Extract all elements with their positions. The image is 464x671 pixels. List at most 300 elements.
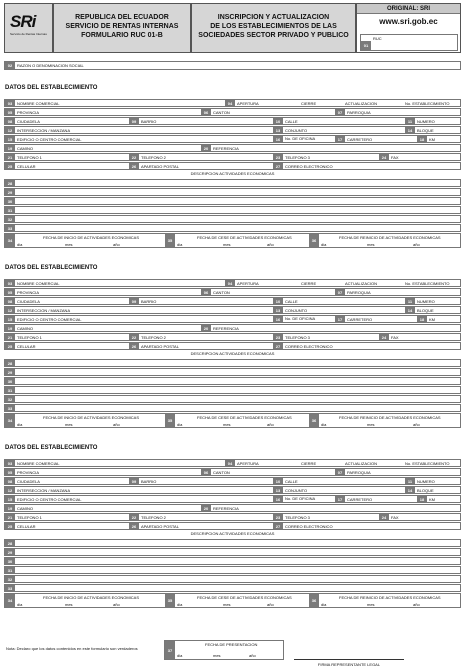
field-number: 26: [129, 343, 139, 349]
field-number: 13: [273, 127, 283, 133]
form-line3: SOCIEDADES SECTOR PRIVADO Y PUBLICO: [198, 32, 349, 39]
establishment-section: [4, 445, 461, 620]
field-number: 13: [273, 487, 283, 493]
fecha-inicio-label: FECHA DE INICIO DE ACTIVIDADES ECONOMICAS: [43, 595, 140, 600]
field-number: 02: [5, 62, 15, 69]
telefono-row[interactable]: [4, 153, 461, 161]
provincia-label: PROVINCIA: [17, 290, 40, 295]
razon-social-field[interactable]: [4, 61, 461, 70]
correo-label: CORREO ELECTRONICO: [285, 524, 333, 529]
field-number: 25: [5, 523, 15, 529]
field-number: 34: [5, 234, 15, 247]
field-number: 04: [225, 100, 235, 106]
mes-label: mes: [65, 602, 73, 607]
field-number: 09: [129, 478, 139, 484]
field-number: 10: [273, 298, 283, 304]
declaration-note: Nota: Declaro que los datos contenidos en este formulario son verdaderos: [6, 646, 138, 651]
field-number: 05: [5, 289, 15, 295]
field-number: 19: [5, 325, 15, 331]
cierre-label: CIERRE: [301, 461, 317, 466]
field-number: 11: [405, 118, 415, 124]
telefono3-label: TELEFONO 3: [285, 515, 310, 520]
telefono3-label: TELEFONO 3: [285, 155, 310, 160]
telefono-row[interactable]: [4, 333, 461, 341]
field-number: 24: [379, 334, 389, 340]
fax-label: FAX: [391, 155, 399, 160]
field-number: 14: [405, 487, 415, 493]
field-number: 15: [5, 496, 15, 502]
field-number: 08: [5, 118, 15, 124]
actividad-row[interactable]: [4, 368, 461, 376]
field-number: 11: [405, 478, 415, 484]
actividad-row[interactable]: [4, 575, 461, 583]
field-number: 20: [201, 505, 211, 511]
fecha-reinicio-label: FECHA DE REINICIO DE ACTIVIDADES ECONOMICAS: [339, 415, 441, 420]
ciudadela-label: CIUDADELA: [17, 299, 40, 304]
field-number: 22: [129, 514, 139, 520]
celular-row[interactable]: [4, 342, 461, 350]
fecha-presentacion-label: FECHA DE PRESENTACION: [205, 642, 258, 647]
razon-social-label: RAZON O DENOMINACION SOCIAL: [17, 63, 84, 68]
mes-label: mes: [65, 242, 73, 247]
barrio-label: BARRIO: [141, 119, 157, 124]
apertura-label: APERTURA: [237, 281, 259, 286]
carretero-label: CARRETERO: [347, 137, 373, 142]
actividad-row[interactable]: [4, 386, 461, 394]
conjunto-label: CONJUNTO: [285, 488, 308, 493]
camino-row[interactable]: [4, 144, 461, 152]
actividad-row[interactable]: [4, 566, 461, 574]
fecha-presentacion-box[interactable]: [164, 640, 284, 660]
camino-label: CAMINO: [17, 326, 33, 331]
telefono1-label: TELEFONO 1: [17, 515, 42, 520]
anio-label: año: [413, 602, 420, 607]
km-label: KM: [429, 137, 435, 142]
field-number: 04: [225, 460, 235, 466]
field-number: 03: [5, 460, 15, 466]
parroquia-label: PARROQUIA: [347, 290, 371, 295]
dia-label: dia: [177, 653, 183, 658]
field-number: 26: [129, 523, 139, 529]
interseccion-label: INTERSECCION / MANZANA: [17, 488, 71, 493]
nombre-comercial-label: NOMBRE COMERCIAL: [17, 101, 60, 106]
km-label: KM: [429, 317, 435, 322]
field-number: 21: [5, 514, 15, 520]
edificio-label: EDIFICIO O CENTRO COMERCIAL: [17, 497, 82, 502]
field-number: 07: [335, 289, 345, 295]
camino-row[interactable]: [4, 504, 461, 512]
dia-label: dia: [177, 422, 183, 427]
field-number: 12: [5, 127, 15, 133]
edificio-label: EDIFICIO O CENTRO COMERCIAL: [17, 317, 82, 322]
field-number: 10: [273, 118, 283, 124]
mes-label: mes: [367, 242, 375, 247]
ciudadela-row[interactable]: [4, 297, 461, 305]
apertura-label: APERTURA: [237, 461, 259, 466]
actualizacion-label: ACTUALIZACION: [345, 101, 378, 106]
interseccion-row[interactable]: [4, 306, 461, 314]
fecha-cese-label: FECHA DE CESE DE ACTIVIDADES ECONOMICAS: [197, 415, 292, 420]
field-number: 08: [5, 478, 15, 484]
section-title: DATOS DEL ESTABLECIMIENTO: [5, 85, 98, 91]
field-number: 05: [5, 469, 15, 475]
telefono1-label: TELEFONO 1: [17, 155, 42, 160]
field-number: 31: [5, 207, 15, 213]
calle-label: CALLE: [285, 479, 298, 484]
ciudadela-label: CIUDADELA: [17, 479, 40, 484]
field-number: 24: [379, 514, 389, 520]
section-title: DATOS DEL ESTABLECIMIENTO: [5, 445, 98, 451]
field-number: 18: [417, 496, 427, 502]
ruc-number: 01: [361, 41, 371, 50]
field-number: 16: [273, 316, 283, 322]
nombre-comercial-row[interactable]: [4, 99, 461, 107]
numero-label: NUMERO: [417, 119, 435, 124]
field-number: 20: [201, 325, 211, 331]
field-number: 03: [5, 100, 15, 106]
provincia-label: PROVINCIA: [17, 470, 40, 475]
dia-label: dia: [321, 422, 327, 427]
bloque-label: BLOQUE: [417, 128, 434, 133]
field-number: 21: [5, 334, 15, 340]
fechas-row[interactable]: [4, 413, 461, 428]
carretero-label: CARRETERO: [347, 497, 373, 502]
field-number: 17: [335, 136, 345, 142]
calle-label: CALLE: [285, 119, 298, 124]
actualizacion-label: ACTUALIZACION: [345, 461, 378, 466]
bloque-label: BLOQUE: [417, 488, 434, 493]
mes-label: mes: [65, 422, 73, 427]
logo-subtitle: Servicio de Rentas Internas: [10, 32, 47, 36]
field-number: 32: [5, 216, 15, 222]
dia-label: dia: [17, 602, 23, 607]
nombre-comercial-row[interactable]: [4, 279, 461, 287]
field-number: 09: [129, 298, 139, 304]
field-number: 07: [335, 109, 345, 115]
field-number: 37: [165, 641, 175, 659]
field-number: 23: [273, 334, 283, 340]
numero-label: NUMERO: [417, 299, 435, 304]
telefono3-label: TELEFONO 3: [285, 335, 310, 340]
anio-label: año: [267, 422, 274, 427]
field-number: 22: [129, 154, 139, 160]
edificio-row[interactable]: [4, 135, 461, 143]
field-number: 17: [335, 316, 345, 322]
field-number: 05: [5, 109, 15, 115]
fecha-inicio-label: FECHA DE INICIO DE ACTIVIDADES ECONOMICAS: [43, 415, 140, 420]
actividad-row[interactable]: [4, 179, 461, 187]
anio-label: año: [113, 242, 120, 247]
mes-label: mes: [223, 422, 231, 427]
anio-label: año: [413, 422, 420, 427]
actividad-row[interactable]: [4, 395, 461, 403]
header-logo: [4, 3, 53, 53]
field-number: 16: [273, 136, 283, 142]
field-number: 14: [405, 307, 415, 313]
field-number: 35: [165, 594, 175, 607]
website: www.sri.gob.ec: [379, 17, 438, 26]
field-number: 29: [5, 369, 15, 375]
apartado-label: APARTADO POSTAL: [141, 524, 179, 529]
field-number: 15: [5, 316, 15, 322]
field-number: 28: [5, 360, 15, 366]
referencia-label: REFERENCIA: [213, 146, 239, 151]
parroquia-label: PARROQUIA: [347, 470, 371, 475]
descripcion-header: [4, 351, 461, 358]
telefono2-label: TELEFONO 2: [141, 515, 166, 520]
fecha-cese-label: FECHA DE CESE DE ACTIVIDADES ECONOMICAS: [197, 595, 292, 600]
original-label: ORIGINAL: SRI: [357, 4, 460, 14]
field-number: 32: [5, 396, 15, 402]
field-number: 07: [335, 469, 345, 475]
fecha-inicio-label: FECHA DE INICIO DE ACTIVIDADES ECONOMICAS: [43, 235, 140, 240]
anio-label: año: [413, 242, 420, 247]
field-number: 18: [417, 316, 427, 322]
dia-label: dia: [177, 602, 183, 607]
interseccion-label: INTERSECCION / MANZANA: [17, 308, 71, 313]
field-number: 30: [5, 198, 15, 204]
field-number: 30: [5, 558, 15, 564]
anio-label: año: [267, 602, 274, 607]
field-number: 22: [129, 334, 139, 340]
apartado-label: APARTADO POSTAL: [141, 164, 179, 169]
entity-line1: REPUBLICA DEL ECUADOR: [75, 14, 169, 21]
correo-label: CORREO ELECTRONICO: [285, 344, 333, 349]
dia-label: dia: [321, 602, 327, 607]
field-number: 11: [405, 298, 415, 304]
celular-row[interactable]: [4, 522, 461, 530]
field-number: 23: [273, 154, 283, 160]
field-number: 33: [5, 405, 15, 411]
dia-label: dia: [17, 422, 23, 427]
field-number: 25: [5, 343, 15, 349]
celular-row[interactable]: [4, 162, 461, 170]
fecha-reinicio-label: FECHA DE REINICIO DE ACTIVIDADES ECONOMICAS: [339, 595, 441, 600]
mes-label: mes: [367, 602, 375, 607]
no-establecimiento-label: No. ESTABLECIMIENTO: [405, 281, 450, 286]
telefono2-label: TELEFONO 2: [141, 155, 166, 160]
field-number: 33: [5, 225, 15, 231]
barrio-label: BARRIO: [141, 479, 157, 484]
field-number: 27: [273, 523, 283, 529]
no-establecimiento-label: No. ESTABLECIMIENTO: [405, 461, 450, 466]
celular-label: CELULAR: [17, 344, 36, 349]
field-number: 09: [129, 118, 139, 124]
field-number: 33: [5, 585, 15, 591]
signature-line: [294, 659, 404, 660]
descripcion-label: DESCRIPCION ACTIVIDADES ECONOMICAS: [190, 531, 275, 536]
descripcion-header: [4, 171, 461, 178]
field-number: 31: [5, 567, 15, 573]
cierre-label: CIERRE: [301, 281, 317, 286]
field-number: 06: [201, 109, 211, 115]
field-number: 06: [201, 289, 211, 295]
entity-line2: SERVICIO DE RENTAS INTERNAS: [65, 23, 179, 30]
field-number: 27: [273, 343, 283, 349]
canton-label: CANTON: [213, 110, 230, 115]
dia-label: dia: [321, 242, 327, 247]
field-number: 03: [5, 280, 15, 286]
field-number: 27: [273, 163, 283, 169]
barrio-label: BARRIO: [141, 299, 157, 304]
provincia-row[interactable]: [4, 468, 461, 476]
form-page: [4, 3, 461, 667]
fechas-row[interactable]: [4, 233, 461, 248]
header-form-title: [191, 3, 356, 53]
canton-label: CANTON: [213, 470, 230, 475]
dia-label: dia: [177, 242, 183, 247]
ciudadela-row[interactable]: [4, 117, 461, 125]
sri-logo: [10, 12, 48, 42]
nombre-comercial-row[interactable]: [4, 459, 461, 467]
field-number: 10: [273, 478, 283, 484]
carretero-label: CARRETERO: [347, 317, 373, 322]
field-number: 12: [5, 307, 15, 313]
celular-label: CELULAR: [17, 524, 36, 529]
field-number: 21: [5, 154, 15, 160]
mes-label: mes: [223, 242, 231, 247]
interseccion-row[interactable]: [4, 486, 461, 494]
field-number: 17: [335, 496, 345, 502]
signature-label: FIRMA REPRESENTANTE LEGAL: [317, 662, 381, 667]
header-original: [356, 3, 461, 53]
nombre-comercial-label: NOMBRE COMERCIAL: [17, 281, 60, 286]
actividad-row[interactable]: [4, 539, 461, 547]
anio-label: año: [267, 242, 274, 247]
edificio-label: EDIFICIO O CENTRO COMERCIAL: [17, 137, 82, 142]
calle-label: CALLE: [285, 299, 298, 304]
actividad-row[interactable]: [4, 206, 461, 214]
field-number: 35: [165, 414, 175, 427]
establishment-section: [4, 265, 461, 440]
field-number: 18: [417, 136, 427, 142]
field-number: 23: [273, 514, 283, 520]
field-number: 12: [5, 487, 15, 493]
entity-line3: FORMULARIO RUC 01-B: [81, 32, 163, 39]
field-number: 34: [5, 594, 15, 607]
logo-mark: SRi: [10, 12, 36, 31]
form-line1: INSCRIPCION Y ACTUALIZACION: [217, 14, 330, 21]
header-entity: [53, 3, 191, 53]
field-number: 13: [273, 307, 283, 313]
provincia-row[interactable]: [4, 288, 461, 296]
provincia-label: PROVINCIA: [17, 110, 40, 115]
mes-label: mes: [213, 653, 221, 658]
actividad-row[interactable]: [4, 359, 461, 367]
section-title: DATOS DEL ESTABLECIMIENTO: [5, 265, 98, 271]
field-number: 28: [5, 180, 15, 186]
field-number: 35: [165, 234, 175, 247]
ciudadela-label: CIUDADELA: [17, 119, 40, 124]
actividad-row[interactable]: [4, 197, 461, 205]
field-number: 26: [129, 163, 139, 169]
field-number: 36: [309, 594, 319, 607]
actividad-row[interactable]: [4, 404, 461, 412]
field-number: 29: [5, 549, 15, 555]
no-establecimiento-label: No. ESTABLECIMIENTO: [405, 101, 450, 106]
fecha-cese-label: FECHA DE CESE DE ACTIVIDADES ECONOMICAS: [197, 235, 292, 240]
field-number: 24: [379, 154, 389, 160]
referencia-label: REFERENCIA: [213, 506, 239, 511]
field-number: 31: [5, 387, 15, 393]
field-number: 16: [273, 496, 283, 502]
interseccion-row[interactable]: [4, 126, 461, 134]
no-oficina-label: No. DE OFICINA: [285, 496, 316, 501]
telefono2-label: TELEFONO 2: [141, 335, 166, 340]
descripcion-label: DESCRIPCION ACTIVIDADES ECONOMICAS: [190, 351, 275, 356]
form-line2: DE LOS ESTABLECIMIENTOS DE LAS: [210, 23, 337, 30]
mes-label: mes: [223, 602, 231, 607]
field-number: 19: [5, 145, 15, 151]
anio-label: año: [113, 422, 120, 427]
canton-label: CANTON: [213, 290, 230, 295]
field-number: 30: [5, 378, 15, 384]
field-number: 32: [5, 576, 15, 582]
field-number: 34: [5, 414, 15, 427]
no-oficina-label: No. DE OFICINA: [285, 136, 316, 141]
field-number: 15: [5, 136, 15, 142]
ruc-label: RUC: [373, 36, 382, 41]
dia-label: dia: [17, 242, 23, 247]
field-number: 19: [5, 505, 15, 511]
no-oficina-label: No. DE OFICINA: [285, 316, 316, 321]
telefono-row[interactable]: [4, 513, 461, 521]
conjunto-label: CONJUNTO: [285, 128, 308, 133]
field-number: 28: [5, 540, 15, 546]
celular-label: CELULAR: [17, 164, 36, 169]
actividad-row[interactable]: [4, 377, 461, 385]
descripcion-header: [4, 531, 461, 538]
actividad-row[interactable]: [4, 188, 461, 196]
ruc-field[interactable]: [360, 34, 458, 51]
apertura-label: APERTURA: [237, 101, 259, 106]
field-number: 20: [201, 145, 211, 151]
actualizacion-label: ACTUALIZACION: [345, 281, 378, 286]
anio-label: año: [249, 653, 256, 658]
actividad-row[interactable]: [4, 215, 461, 223]
km-label: KM: [429, 497, 435, 502]
actividad-row[interactable]: [4, 224, 461, 232]
actividad-row[interactable]: [4, 548, 461, 556]
fax-label: FAX: [391, 335, 399, 340]
field-number: 36: [309, 414, 319, 427]
descripcion-label: DESCRIPCION ACTIVIDADES ECONOMICAS: [190, 171, 275, 176]
bloque-label: BLOQUE: [417, 308, 434, 313]
correo-label: CORREO ELECTRONICO: [285, 164, 333, 169]
anio-label: año: [113, 602, 120, 607]
referencia-label: REFERENCIA: [213, 326, 239, 331]
field-number: 14: [405, 127, 415, 133]
provincia-row[interactable]: [4, 108, 461, 116]
telefono1-label: TELEFONO 1: [17, 335, 42, 340]
ciudadela-row[interactable]: [4, 477, 461, 485]
numero-label: NUMERO: [417, 479, 435, 484]
fechas-row[interactable]: [4, 593, 461, 608]
field-number: 29: [5, 189, 15, 195]
field-number: 25: [5, 163, 15, 169]
edificio-row[interactable]: [4, 315, 461, 323]
actividad-row[interactable]: [4, 557, 461, 565]
camino-label: CAMINO: [17, 506, 33, 511]
field-number: 08: [5, 298, 15, 304]
actividad-row[interactable]: [4, 584, 461, 592]
interseccion-label: INTERSECCION / MANZANA: [17, 128, 71, 133]
camino-row[interactable]: [4, 324, 461, 332]
fax-label: FAX: [391, 515, 399, 520]
edificio-row[interactable]: [4, 495, 461, 503]
apartado-label: APARTADO POSTAL: [141, 344, 179, 349]
establishment-section: [4, 85, 461, 260]
